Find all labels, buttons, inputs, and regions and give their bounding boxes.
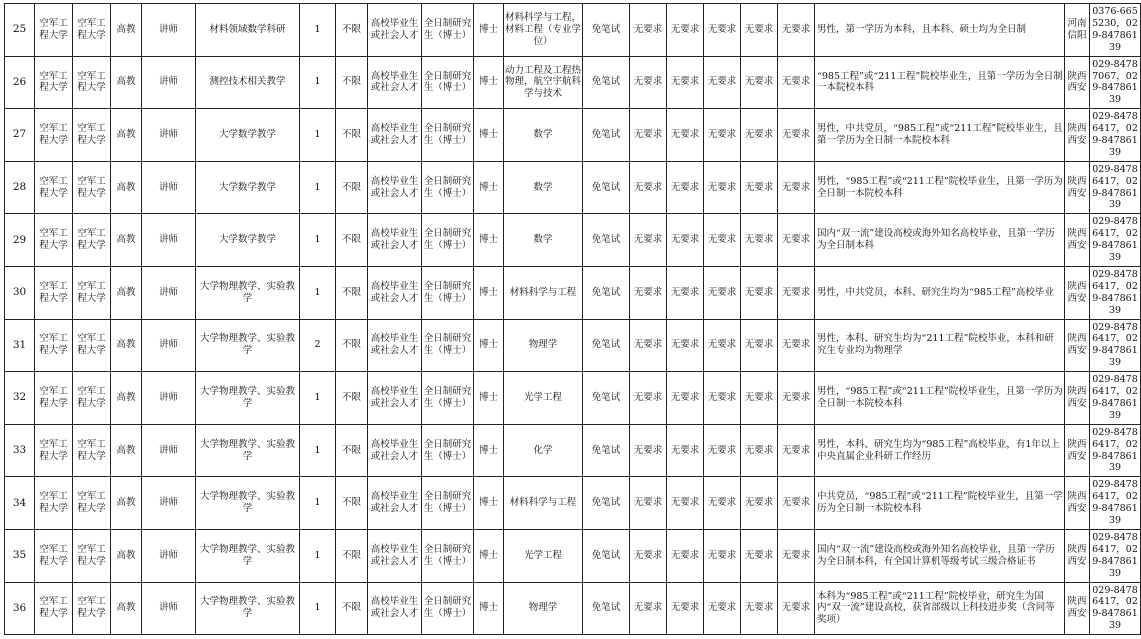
requirement-cell: 无要求: [667, 529, 704, 582]
study-form-cell: 全日制研究生（博士）: [422, 319, 474, 372]
requirement-cell: 无要求: [741, 319, 778, 372]
source-cell: 高校毕业生或社会人才: [368, 582, 422, 635]
count-cell: 1: [300, 56, 336, 109]
requirement-cell: 无要求: [741, 529, 778, 582]
major-cell: 材料科学与工程: [504, 266, 583, 319]
requirement-cell: 无要求: [630, 266, 667, 319]
gender-cell: 不限: [336, 266, 368, 319]
requirement-cell: 无要求: [778, 319, 815, 372]
field-cell: 大学物理教学、实验教学: [196, 319, 300, 372]
table-row: [5, 56, 1141, 109]
requirement-cell: 无要求: [741, 109, 778, 162]
requirement-cell: 无要求: [630, 529, 667, 582]
position-cell: 讲师: [142, 372, 196, 425]
other-conditions-cell: 国内“双一流”建设高校或海外知名高校毕业，且第一学历为全日制本科，有全国计算机等级考试三级合格证书: [815, 529, 1065, 582]
category-cell: 高教: [111, 319, 142, 372]
row-number-cell: 35: [5, 529, 35, 582]
exam-cell: 免笔试: [583, 529, 630, 582]
requirement-cell: 无要求: [704, 529, 741, 582]
requirement-cell: 无要求: [667, 319, 704, 372]
requirement-cell: 无要求: [741, 4, 778, 57]
field-cell: 大学数学教学: [196, 214, 300, 267]
unit-cell: 空军工程大学: [73, 582, 111, 635]
source-cell: 高校毕业生或社会人才: [368, 56, 422, 109]
study-form-cell: 全日制研究生（博士）: [422, 529, 474, 582]
count-cell: 1: [300, 266, 336, 319]
major-cell: 材料科学与工程，材料工程（专业学位）: [504, 4, 583, 57]
gender-cell: 不限: [336, 529, 368, 582]
count-cell: 1: [300, 4, 336, 57]
table-row: [5, 529, 1141, 582]
category-cell: 高教: [111, 56, 142, 109]
field-cell: 大学物理教学、实验教学: [196, 372, 300, 425]
requirement-cell: 无要求: [741, 56, 778, 109]
recruiter-cell: 空军工程大学: [35, 56, 73, 109]
field-cell: 大学物理教学、实验教学: [196, 424, 300, 477]
degree-cell: 博士: [474, 372, 504, 425]
exam-cell: 免笔试: [583, 109, 630, 162]
table-row: [5, 109, 1141, 162]
degree-cell: 博士: [474, 56, 504, 109]
requirement-cell: 无要求: [630, 4, 667, 57]
category-cell: 高教: [111, 4, 142, 57]
position-cell: 讲师: [142, 529, 196, 582]
recruiter-cell: 空军工程大学: [35, 319, 73, 372]
table-row: [5, 424, 1141, 477]
requirement-cell: 无要求: [778, 582, 815, 635]
study-form-cell: 全日制研究生（博士）: [422, 477, 474, 530]
other-conditions-cell: 本科为“985工程”或“211工程”院校毕业，研究生为国内“双一流”建设高校，获省部级以上科技进步奖（含同等奖项）: [815, 582, 1065, 635]
count-cell: 1: [300, 109, 336, 162]
category-cell: 高教: [111, 424, 142, 477]
requirement-cell: 无要求: [704, 477, 741, 530]
position-cell: 讲师: [142, 319, 196, 372]
study-form-cell: 全日制研究生（博士）: [422, 56, 474, 109]
exam-cell: 免笔试: [583, 214, 630, 267]
requirement-cell: 无要求: [667, 477, 704, 530]
source-cell: 高校毕业生或社会人才: [368, 319, 422, 372]
phone-cell: 029-84786417，029-84786139: [1090, 477, 1141, 530]
requirement-cell: 无要求: [667, 424, 704, 477]
requirement-cell: 无要求: [667, 582, 704, 635]
unit-cell: 空军工程大学: [73, 529, 111, 582]
requirement-cell: 无要求: [667, 109, 704, 162]
unit-cell: 空军工程大学: [73, 109, 111, 162]
location-cell: 陕西西安: [1065, 319, 1090, 372]
requirement-cell: 无要求: [778, 4, 815, 57]
location-cell: 河南信阳: [1065, 4, 1090, 57]
requirement-cell: 无要求: [704, 4, 741, 57]
table-row: [5, 372, 1141, 425]
phone-cell: 029-84786417，029-84786139: [1090, 266, 1141, 319]
row-number-cell: 27: [5, 109, 35, 162]
category-cell: 高教: [111, 582, 142, 635]
unit-cell: 空军工程大学: [73, 161, 111, 214]
unit-cell: 空军工程大学: [73, 477, 111, 530]
position-cell: 讲师: [142, 424, 196, 477]
requirement-cell: 无要求: [778, 214, 815, 267]
table-row: [5, 266, 1141, 319]
requirement-cell: 无要求: [741, 266, 778, 319]
recruiter-cell: 空军工程大学: [35, 161, 73, 214]
exam-cell: 免笔试: [583, 319, 630, 372]
category-cell: 高教: [111, 372, 142, 425]
recruitment-table: [4, 3, 1141, 635]
major-cell: 材料科学与工程: [504, 477, 583, 530]
requirement-cell: 无要求: [778, 477, 815, 530]
gender-cell: 不限: [336, 109, 368, 162]
requirement-cell: 无要求: [630, 372, 667, 425]
phone-cell: 029-84786417，029-84786139: [1090, 372, 1141, 425]
gender-cell: 不限: [336, 161, 368, 214]
requirement-cell: 无要求: [741, 424, 778, 477]
position-cell: 讲师: [142, 4, 196, 57]
requirement-cell: 无要求: [778, 372, 815, 425]
unit-cell: 空军工程大学: [73, 214, 111, 267]
gender-cell: 不限: [336, 372, 368, 425]
category-cell: 高教: [111, 109, 142, 162]
phone-cell: 029-84786417，029-84786139: [1090, 214, 1141, 267]
major-cell: 物理学: [504, 319, 583, 372]
requirement-cell: 无要求: [630, 424, 667, 477]
gender-cell: 不限: [336, 477, 368, 530]
gender-cell: 不限: [336, 319, 368, 372]
degree-cell: 博士: [474, 529, 504, 582]
position-cell: 讲师: [142, 582, 196, 635]
gender-cell: 不限: [336, 4, 368, 57]
requirement-cell: 无要求: [667, 214, 704, 267]
location-cell: 陕西西安: [1065, 214, 1090, 267]
requirement-cell: 无要求: [778, 266, 815, 319]
degree-cell: 博士: [474, 266, 504, 319]
phone-cell: 029-84786417，029-84786139: [1090, 109, 1141, 162]
count-cell: 1: [300, 582, 336, 635]
gender-cell: 不限: [336, 424, 368, 477]
source-cell: 高校毕业生或社会人才: [368, 214, 422, 267]
position-cell: 讲师: [142, 161, 196, 214]
requirement-cell: 无要求: [778, 109, 815, 162]
unit-cell: 空军工程大学: [73, 424, 111, 477]
location-cell: 陕西西安: [1065, 266, 1090, 319]
field-cell: 大学物理教学、实验教学: [196, 266, 300, 319]
field-cell: 大学物理教学、实验教学: [196, 529, 300, 582]
recruiter-cell: 空军工程大学: [35, 372, 73, 425]
field-cell: 大学物理教学、实验教学: [196, 477, 300, 530]
location-cell: 陕西西安: [1065, 477, 1090, 530]
unit-cell: 空军工程大学: [73, 56, 111, 109]
other-conditions-cell: 男性，本科、研究生均为“985工程”高校毕业，有1年以上中央直属企业科研工作经历: [815, 424, 1065, 477]
count-cell: 1: [300, 424, 336, 477]
unit-cell: 空军工程大学: [73, 319, 111, 372]
requirement-cell: 无要求: [630, 582, 667, 635]
table-body: [5, 4, 1141, 635]
row-number-cell: 26: [5, 56, 35, 109]
source-cell: 高校毕业生或社会人才: [368, 161, 422, 214]
study-form-cell: 全日制研究生（博士）: [422, 161, 474, 214]
major-cell: 数学: [504, 214, 583, 267]
requirement-cell: 无要求: [704, 161, 741, 214]
source-cell: 高校毕业生或社会人才: [368, 266, 422, 319]
requirement-cell: 无要求: [704, 424, 741, 477]
recruiter-cell: 空军工程大学: [35, 477, 73, 530]
other-conditions-cell: “985工程”或“211工程”院校毕业生，且第一学历为全日制一本院校本科: [815, 56, 1065, 109]
other-conditions-cell: 男性，“985工程”或“211工程”院校毕业生，且第一学历为全日制一本院校本科: [815, 161, 1065, 214]
degree-cell: 博士: [474, 319, 504, 372]
table-row: [5, 161, 1141, 214]
requirement-cell: 无要求: [704, 56, 741, 109]
position-cell: 讲师: [142, 477, 196, 530]
table-row: [5, 582, 1141, 635]
study-form-cell: 全日制研究生（博士）: [422, 214, 474, 267]
phone-cell: 029-84786417，029-84786139: [1090, 529, 1141, 582]
other-conditions-cell: 男性，中共党员，本科、研究生均为“985工程”高校毕业: [815, 266, 1065, 319]
field-cell: 大学数学教学: [196, 161, 300, 214]
category-cell: 高教: [111, 529, 142, 582]
count-cell: 1: [300, 529, 336, 582]
location-cell: 陕西西安: [1065, 529, 1090, 582]
field-cell: 大学物理教学、实验教学: [196, 582, 300, 635]
study-form-cell: 全日制研究生（博士）: [422, 109, 474, 162]
degree-cell: 博士: [474, 109, 504, 162]
requirement-cell: 无要求: [667, 56, 704, 109]
major-cell: 物理学: [504, 582, 583, 635]
field-cell: 测控技术相关教学: [196, 56, 300, 109]
category-cell: 高教: [111, 266, 142, 319]
category-cell: 高教: [111, 161, 142, 214]
count-cell: 1: [300, 214, 336, 267]
requirement-cell: 无要求: [630, 477, 667, 530]
study-form-cell: 全日制研究生（博士）: [422, 372, 474, 425]
gender-cell: 不限: [336, 582, 368, 635]
exam-cell: 免笔试: [583, 266, 630, 319]
requirement-cell: 无要求: [778, 529, 815, 582]
degree-cell: 博士: [474, 424, 504, 477]
field-cell: 大学数学教学: [196, 109, 300, 162]
row-number-cell: 29: [5, 214, 35, 267]
study-form-cell: 全日制研究生（博士）: [422, 4, 474, 57]
requirement-cell: 无要求: [667, 266, 704, 319]
exam-cell: 免笔试: [583, 372, 630, 425]
requirement-cell: 无要求: [704, 109, 741, 162]
exam-cell: 免笔试: [583, 582, 630, 635]
field-cell: 材料领域数学科研: [196, 4, 300, 57]
exam-cell: 免笔试: [583, 4, 630, 57]
phone-cell: 029-84786417，029-84786139: [1090, 424, 1141, 477]
count-cell: 1: [300, 477, 336, 530]
requirement-cell: 无要求: [741, 582, 778, 635]
requirement-cell: 无要求: [667, 4, 704, 57]
row-number-cell: 28: [5, 161, 35, 214]
source-cell: 高校毕业生或社会人才: [368, 477, 422, 530]
source-cell: 高校毕业生或社会人才: [368, 109, 422, 162]
degree-cell: 博士: [474, 4, 504, 57]
source-cell: 高校毕业生或社会人才: [368, 529, 422, 582]
other-conditions-cell: 男性，中共党员，“985工程”或“211工程”院校毕业生，且第一学历为全日制一本院校本科: [815, 109, 1065, 162]
degree-cell: 博士: [474, 161, 504, 214]
other-conditions-cell: 中共党员，“985工程”或“211工程”院校毕业生，且第一学历为全日制一本院校本科: [815, 477, 1065, 530]
requirement-cell: 无要求: [667, 161, 704, 214]
phone-cell: 029-84786417，029-84786139: [1090, 319, 1141, 372]
requirement-cell: 无要求: [778, 161, 815, 214]
requirement-cell: 无要求: [741, 214, 778, 267]
major-cell: 光学工程: [504, 529, 583, 582]
requirement-cell: 无要求: [630, 319, 667, 372]
major-cell: 化学: [504, 424, 583, 477]
recruiter-cell: 空军工程大学: [35, 424, 73, 477]
position-cell: 讲师: [142, 109, 196, 162]
table-row: [5, 4, 1141, 57]
row-number-cell: 31: [5, 319, 35, 372]
unit-cell: 空军工程大学: [73, 4, 111, 57]
table-row: [5, 319, 1141, 372]
other-conditions-cell: 男性，本科、研究生均为“211工程”院校毕业，本科和研究生专业均为物理学: [815, 319, 1065, 372]
requirement-cell: 无要求: [630, 109, 667, 162]
requirement-cell: 无要求: [630, 161, 667, 214]
recruiter-cell: 空军工程大学: [35, 214, 73, 267]
exam-cell: 免笔试: [583, 161, 630, 214]
requirement-cell: 无要求: [741, 477, 778, 530]
phone-cell: 0376-6655230，029-84786139: [1090, 4, 1141, 57]
count-cell: 2: [300, 319, 336, 372]
source-cell: 高校毕业生或社会人才: [368, 4, 422, 57]
row-number-cell: 33: [5, 424, 35, 477]
requirement-cell: 无要求: [667, 372, 704, 425]
requirement-cell: 无要求: [630, 214, 667, 267]
phone-cell: 029-84787067，029-84786139: [1090, 56, 1141, 109]
position-cell: 讲师: [142, 56, 196, 109]
other-conditions-cell: 男性，第一学历为本科，且本科、硕士均为全日制: [815, 4, 1065, 57]
location-cell: 陕西西安: [1065, 56, 1090, 109]
recruiter-cell: 空军工程大学: [35, 109, 73, 162]
study-form-cell: 全日制研究生（博士）: [422, 424, 474, 477]
count-cell: 1: [300, 161, 336, 214]
requirement-cell: 无要求: [630, 56, 667, 109]
source-cell: 高校毕业生或社会人才: [368, 424, 422, 477]
major-cell: 光学工程: [504, 372, 583, 425]
row-number-cell: 34: [5, 477, 35, 530]
major-cell: 动力工程及工程热物理，航空宇航科学与技术: [504, 56, 583, 109]
location-cell: 陕西西安: [1065, 109, 1090, 162]
major-cell: 数学: [504, 109, 583, 162]
major-cell: 数学: [504, 161, 583, 214]
recruiter-cell: 空军工程大学: [35, 266, 73, 319]
requirement-cell: 无要求: [704, 266, 741, 319]
location-cell: 陕西西安: [1065, 424, 1090, 477]
row-number-cell: 30: [5, 266, 35, 319]
location-cell: 陕西西安: [1065, 372, 1090, 425]
unit-cell: 空军工程大学: [73, 266, 111, 319]
requirement-cell: 无要求: [741, 161, 778, 214]
exam-cell: 免笔试: [583, 56, 630, 109]
study-form-cell: 全日制研究生（博士）: [422, 582, 474, 635]
requirement-cell: 无要求: [741, 372, 778, 425]
other-conditions-cell: 国内“双一流”建设高校或海外知名高校毕业，且第一学历为全日制本科: [815, 214, 1065, 267]
row-number-cell: 32: [5, 372, 35, 425]
requirement-cell: 无要求: [704, 582, 741, 635]
other-conditions-cell: 男性，“985工程”或“211工程”院校毕业生，且第一学历为全日制一本院校本科: [815, 372, 1065, 425]
degree-cell: 博士: [474, 477, 504, 530]
source-cell: 高校毕业生或社会人才: [368, 372, 422, 425]
recruiter-cell: 空军工程大学: [35, 529, 73, 582]
category-cell: 高教: [111, 477, 142, 530]
position-cell: 讲师: [142, 266, 196, 319]
degree-cell: 博士: [474, 214, 504, 267]
requirement-cell: 无要求: [778, 56, 815, 109]
row-number-cell: 25: [5, 4, 35, 57]
gender-cell: 不限: [336, 56, 368, 109]
gender-cell: 不限: [336, 214, 368, 267]
unit-cell: 空军工程大学: [73, 372, 111, 425]
phone-cell: 029-84786417，029-84786139: [1090, 161, 1141, 214]
location-cell: 陕西西安: [1065, 582, 1090, 635]
table-row: [5, 477, 1141, 530]
requirement-cell: 无要求: [704, 372, 741, 425]
requirement-cell: 无要求: [704, 214, 741, 267]
recruiter-cell: 空军工程大学: [35, 4, 73, 57]
count-cell: 1: [300, 372, 336, 425]
exam-cell: 免笔试: [583, 424, 630, 477]
exam-cell: 免笔试: [583, 477, 630, 530]
phone-cell: 029-84786417，029-84786139: [1090, 582, 1141, 635]
degree-cell: 博士: [474, 582, 504, 635]
table-row: [5, 214, 1141, 267]
study-form-cell: 全日制研究生（博士）: [422, 266, 474, 319]
location-cell: 陕西西安: [1065, 161, 1090, 214]
category-cell: 高教: [111, 214, 142, 267]
row-number-cell: 36: [5, 582, 35, 635]
requirement-cell: 无要求: [778, 424, 815, 477]
position-cell: 讲师: [142, 214, 196, 267]
requirement-cell: 无要求: [704, 319, 741, 372]
recruiter-cell: 空军工程大学: [35, 582, 73, 635]
